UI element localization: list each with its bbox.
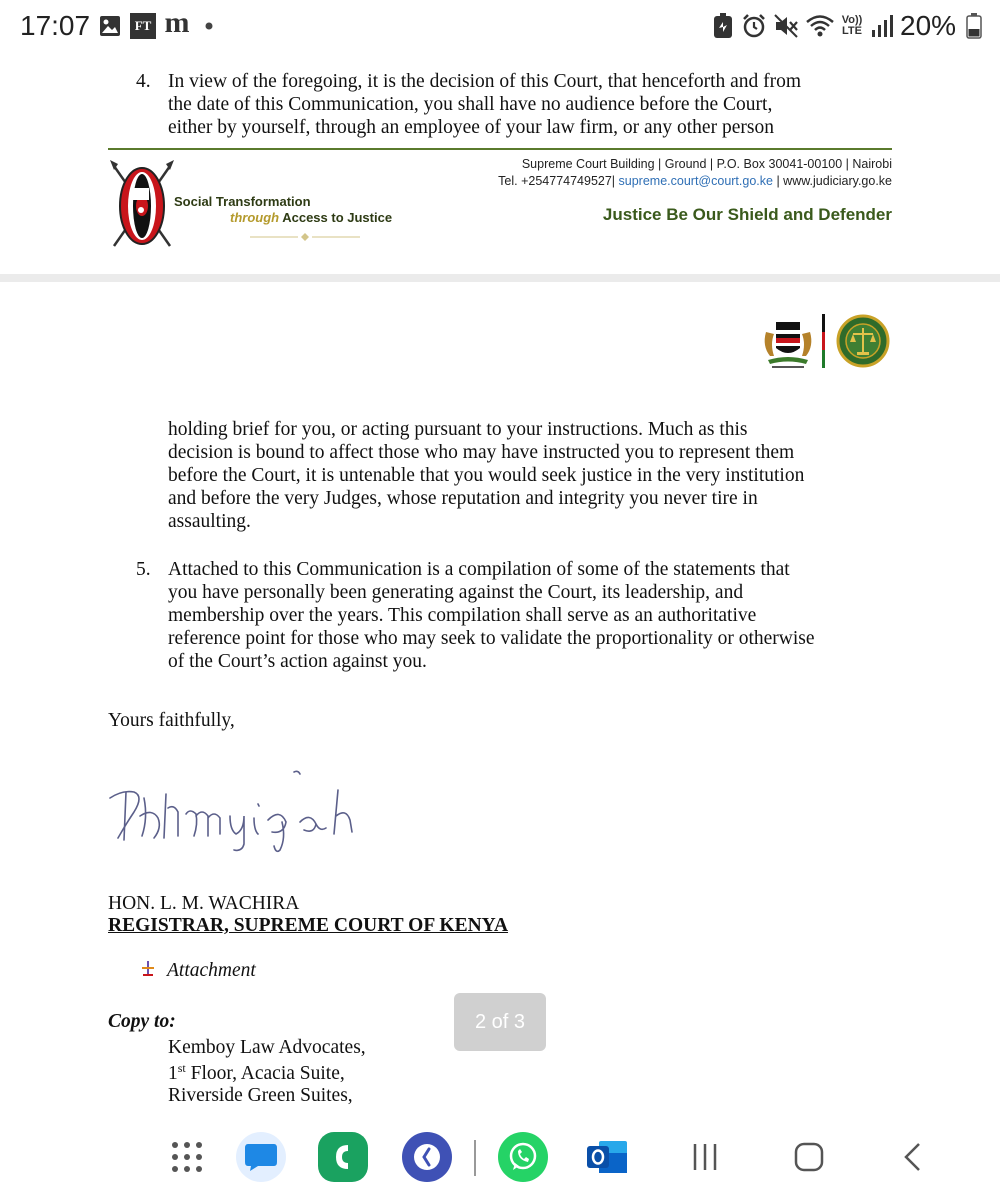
- attachment-bullet-icon: [140, 960, 156, 978]
- page-indicator: 2 of 3: [454, 993, 546, 1051]
- whatsapp-icon[interactable]: [496, 1130, 550, 1184]
- page-separator: [0, 274, 1000, 282]
- signatory-name: HON. L. M. WACHIRA: [108, 893, 300, 914]
- bottom-dock: [0, 1118, 1000, 1200]
- battery-percent: 20%: [900, 10, 957, 41]
- footer-motto: Justice Be Our Shield and Defender: [602, 205, 892, 224]
- copy-address-line: 1st Floor, Acacia Suite,: [168, 1061, 345, 1084]
- emblem-divider: [822, 314, 825, 368]
- para-5-line: you have personally been generating against the Court, its leadership, and: [168, 582, 744, 603]
- supreme-court-seal-icon: [836, 314, 890, 368]
- home-icon[interactable]: [782, 1130, 836, 1184]
- mute-icon: [772, 13, 800, 39]
- para-5-line: Attached to this Communication is a compilation of some of the statements that: [168, 559, 790, 580]
- closing-salutation: Yours faithfully,: [108, 710, 235, 731]
- copy-address-line: Riverside Green Suites,: [168, 1085, 353, 1106]
- para-4-line: the date of this Communication, you shall have no audience before the Court,: [168, 94, 773, 115]
- para-4-cont-line: holding brief for you, or acting pursuant to your instructions. Much as this: [168, 419, 748, 440]
- para-5-number: 5.: [136, 559, 151, 580]
- para-4-line: In view of the foregoing, it is the decision of this Court, that henceforth and from: [168, 71, 802, 92]
- para-4-number: 4.: [136, 71, 151, 92]
- recents-icon[interactable]: [678, 1130, 732, 1184]
- kenya-coat-of-arms-icon: [758, 312, 818, 372]
- copy-to-label: Copy to:: [108, 1011, 176, 1032]
- signature-icon: [104, 768, 414, 858]
- footer-rule: [108, 148, 892, 150]
- volte-icon: Vo)) LTE: [841, 14, 863, 37]
- footer-address: Supreme Court Building | Ground | P.O. Box 30041-00100 | Nairobi: [521, 157, 892, 171]
- attachment-label: Attachment: [167, 960, 256, 981]
- dock-separator: [474, 1140, 476, 1176]
- status-bar: [0, 0, 1000, 56]
- ft-icon: FT: [130, 13, 156, 39]
- para-5-line: of the Court’s action against you.: [168, 651, 427, 672]
- para-4-line: either by yourself, through an employee of your law firm, or any other person: [168, 117, 774, 138]
- dot-icon: [204, 13, 214, 39]
- para-4-cont-line: assaulting.: [168, 511, 251, 532]
- phone-icon[interactable]: [316, 1130, 370, 1184]
- footer-email-link[interactable]: supreme.court@court.go.ke: [618, 174, 773, 188]
- footer-contact: Tel. +254774749527| supreme.court@court.go.ke | www.judiciary.go.ke: [498, 174, 892, 188]
- copy-address-line: Kemboy Law Advocates,: [168, 1037, 366, 1058]
- signatory-title: REGISTRAR, SUPREME COURT OF KENYA: [108, 915, 509, 936]
- messages-icon[interactable]: [234, 1130, 288, 1184]
- document-page-1: [0, 56, 1000, 274]
- clock-icon[interactable]: [400, 1130, 454, 1184]
- wifi-icon: [804, 13, 836, 39]
- alarm-icon: [740, 13, 768, 39]
- para-5-line: membership over the years. This compilation shall serve as an authoritative: [168, 605, 757, 626]
- battery-icon: [964, 13, 984, 39]
- para-4-cont-line: decision is bound to affect those who may have instructed you to represent them: [168, 442, 795, 463]
- para-4-cont-line: and before the very Judges, whose reputation and integrity you never tire in: [168, 488, 758, 509]
- judiciary-shield-logo-icon: [106, 158, 178, 254]
- status-time: 17:07: [20, 10, 91, 41]
- app-drawer-icon[interactable]: [160, 1130, 214, 1184]
- footer-tagline-line1: Social Transformation: [174, 194, 311, 209]
- signal-icon: [870, 13, 894, 39]
- medium-icon: m: [164, 6, 190, 39]
- footer-tagline-line2: through Access to Justice: [230, 210, 393, 225]
- back-icon[interactable]: [886, 1130, 940, 1184]
- outlook-icon[interactable]: [580, 1130, 634, 1184]
- tagline-ornament-icon: [250, 228, 360, 236]
- para-4-cont-line: before the Court, it is untenable that you would seek justice in the very institution: [168, 465, 805, 486]
- nfc-icon: [712, 13, 734, 39]
- para-5-line: reference point for those who may seek to validate the proportionality or otherwise: [168, 628, 815, 649]
- gallery-icon: [98, 13, 122, 39]
